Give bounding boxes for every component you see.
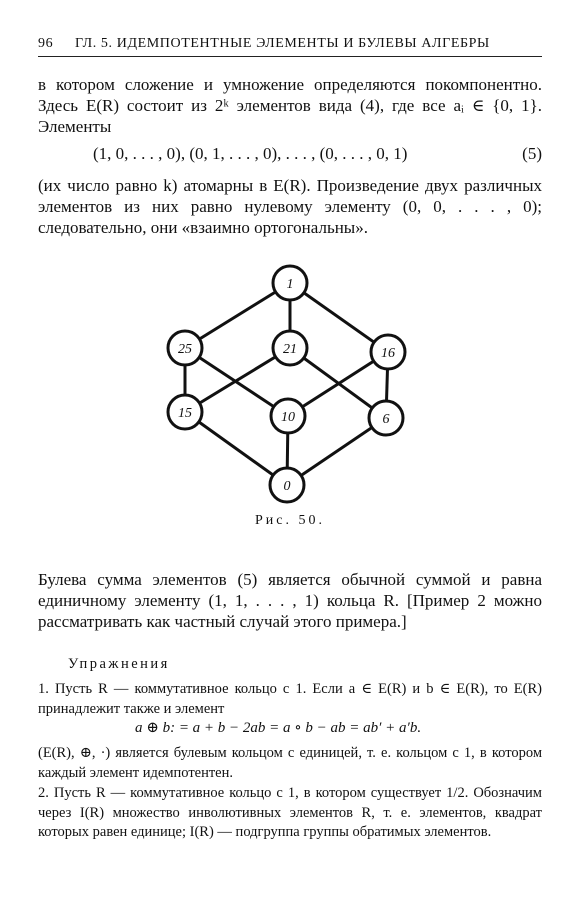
exercise-1-text: 1. Пусть R — коммутативное кольцо с 1. Если a ∈ E(R) и b ∈ E(R), то E(R) принадлежит также и элемент (38, 681, 542, 717)
paragraph-boolean-sum: Булева сумма элементов (5) является обычной суммой и равна единичному элементу (1, 1, . . . , 1) кольца R. [Пример 2 можно рассматривать как частный случай этого примера.] (38, 570, 542, 631)
node-6-label: 6 (382, 412, 390, 427)
page-header (38, 34, 542, 57)
node-25-label: 25 (178, 342, 192, 357)
node-15-label: 15 (178, 406, 192, 421)
paragraph-atoms: (их число равно k) атомарны в E(R). Произведение двух различных элементов из них равно нулевому элементу (0, 0, . . . , 0); следовательно, они «взаимно ортогональны». (38, 176, 542, 237)
exercise-1-conclusion: (E(R), ⊕, ·) является булевым кольцом с единицей, т. е. кольцом с 1, в котором каждый элемент идемпотентен. (38, 745, 542, 781)
node-10-label: 10 (281, 410, 295, 425)
exercise-2-text: 2. Пусть R — коммутативное кольцо с 1, в котором существует 1/2. Обозначим через I(R) множество инволютивных элементов R, т. е. элементов, квадрат которых равен единице; I(R) — подгруппа группы обратимых элементов. (38, 785, 542, 840)
page-number: 96 (38, 36, 54, 51)
exercise-1-formula: a ⊕ b: = a + b − 2ab = a ∘ b − ab = ab′ + a′b. (135, 720, 422, 736)
node-16-label: 16 (381, 346, 395, 361)
equation-5: (1, 0, . . . , 0), (0, 1, . . . , 0), . . . , (0, . . . , 0, 1) (93, 144, 408, 163)
node-0-label: 0 (283, 479, 291, 494)
running-title: ГЛ. 5. ИДЕМПОТЕНТНЫЕ ЭЛЕМЕНТЫ И БУЛЕВЫ АЛГЕБРЫ (75, 36, 490, 51)
figure-caption: Рис. 50. (255, 513, 325, 528)
equation-5-number: (5) (522, 144, 542, 163)
paragraph-intro: в котором сложение и умножение определяются покомпонентно. Здесь E(R) состоит из 2ᵏ элементов вида (4), где все aᵢ ∈ {0, 1}. Элементы (38, 75, 542, 136)
node-21-label: 21 (283, 342, 297, 357)
boolean-lattice-diagram (160, 255, 420, 510)
node-1-label: 1 (286, 277, 294, 292)
exercises-heading: Упражнения (68, 656, 170, 672)
edge-1-25 (185, 283, 290, 348)
